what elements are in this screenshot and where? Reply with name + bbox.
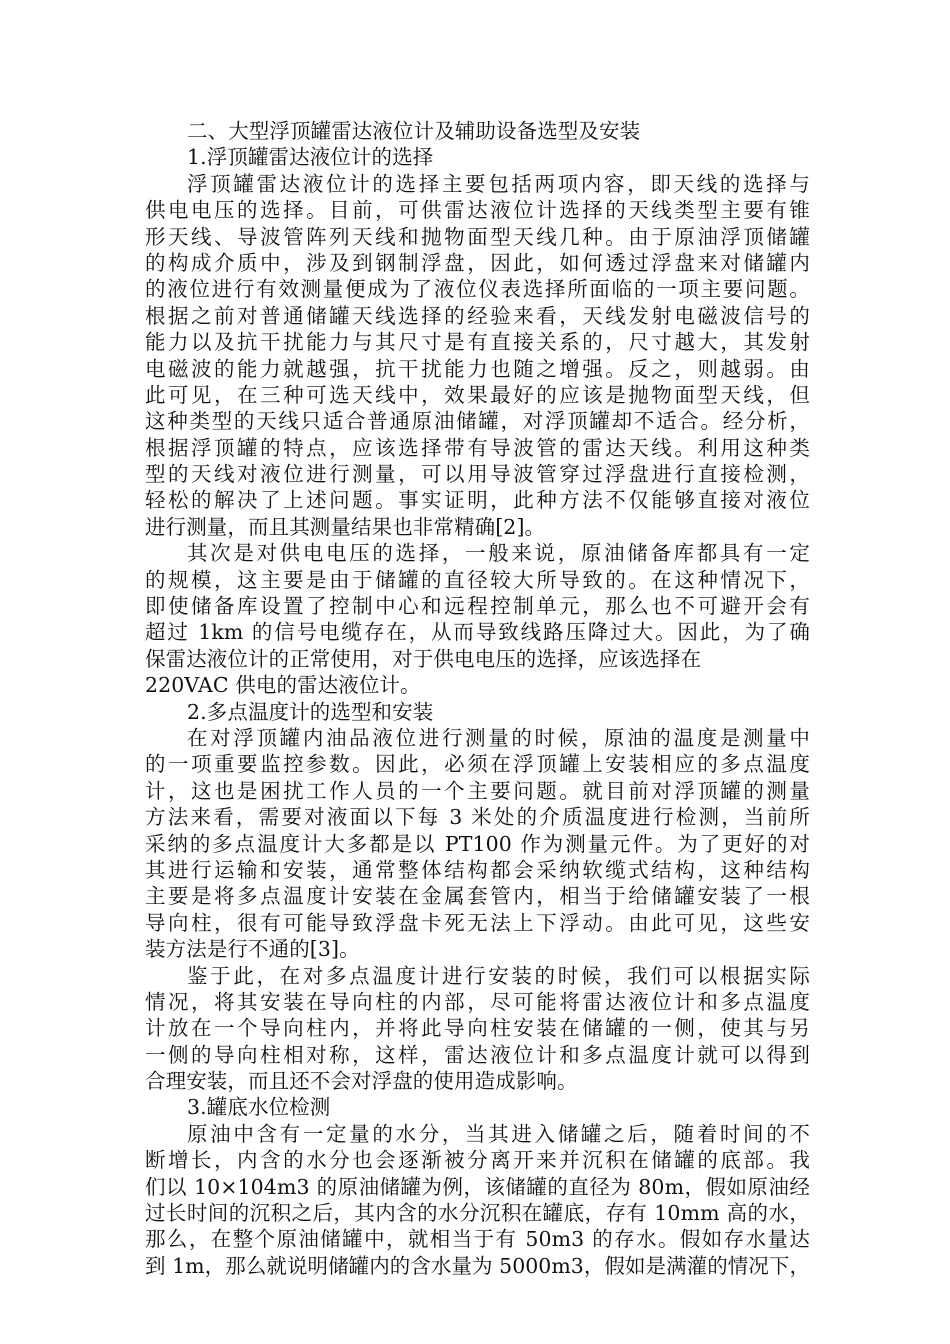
text-line: 方法来看，需要对液面以下每 3 米处的介质温度进行检测，当前所 — [145, 805, 810, 830]
text-line: 根据浮顶罐的特点，应该选择带有导波管的雷达天线。利用这种类 — [145, 435, 810, 460]
text-line: 3.罐底水位检测 — [187, 1095, 331, 1120]
text-line: 这种类型的天线只适合普通原油储罐，对浮顶罐却不适合。经分析， — [145, 409, 810, 434]
text-line: 的液位进行有效测量便成为了液位仪表选择所面临的一项主要问题。 — [145, 277, 810, 302]
text-line: 供电电压的选择。目前，可供雷达液位计选择的天线类型主要有锥 — [145, 198, 810, 223]
text-line: 浮顶罐雷达液位计的选择主要包括两项内容，即天线的选择与 — [187, 171, 810, 196]
text-line: 情况，将其安装在导向柱的内部，尽可能将雷达液位计和多点温度 — [145, 989, 810, 1014]
text-line: 原油中含有一定量的水分，当其进入储罐之后，随着时间的不 — [187, 1121, 810, 1146]
text-line: 的规模，这主要是由于储罐的直径较大所导致的。在这种情况下， — [145, 567, 810, 592]
text-line: 一侧的导向柱相对称，这样，雷达液位计和多点温度计就可以得到 — [145, 1042, 810, 1067]
text-line: 根据之前对普通储罐天线选择的经验来看，天线发射电磁波信号的 — [145, 303, 810, 328]
text-line: 那么，在整个原油储罐中，就相当于有 50m3 的存水。假如存水量达 — [145, 1227, 810, 1252]
text-line: 到 1m，那么就说明储罐内的含水量为 5000m3，假如是满灌的情况下， — [145, 1253, 810, 1278]
text-line: 计放在一个导向柱内，并将此导向柱安装在储罐的一侧，使其与另 — [145, 1016, 810, 1041]
text-line: 主要是将多点温度计安装在金属套管内，相当于给储罐安装了一根 — [145, 884, 810, 909]
text-line: 采纳的多点温度计大多都是以 PT100 作为测量元件。为了更好的对 — [145, 831, 810, 856]
text-line: 1.浮顶罐雷达液位计的选择 — [187, 145, 434, 170]
text-line: 型的天线对液位进行测量，可以用导波管穿过浮盘进行直接检测， — [145, 462, 810, 487]
text-line: 的构成介质中，涉及到钢制浮盘，因此，如何透过浮盘来对储罐内 — [145, 250, 810, 275]
text-line: 此可见，在三种可选天线中，效果最好的应该是抛物面型天线，但 — [145, 382, 810, 407]
text-line: 的一项重要监控参数。因此，必须在浮顶罐上安装相应的多点温度 — [145, 752, 810, 777]
text-line: 断增长，内含的水分也会逐渐被分离开来并沉积在储罐的底部。我 — [145, 1148, 810, 1173]
text-line: 超过 1km 的信号电缆存在，从而导致线路压降过大。因此，为了确 — [145, 620, 810, 645]
text-line: 计，这也是困扰工作人员的一个主要问题。就目前对浮顶罐的测量 — [145, 778, 810, 803]
text-line: 合理安装，而且还不会对浮盘的使用造成影响。 — [145, 1069, 578, 1094]
text-line: 其次是对供电电压的选择，一般来说，原油储备库都具有一定 — [187, 541, 810, 566]
text-line: 电磁波的能力就越强，抗干扰能力也随之增强。反之，则越弱。由 — [145, 356, 810, 381]
text-line: 形天线、导波管阵列天线和抛物面型天线几种。由于原油浮顶储罐 — [145, 224, 810, 249]
text-line: 鉴于此，在对多点温度计进行安装的时候，我们可以根据实际 — [187, 963, 810, 988]
text-line: 在对浮顶罐内油品液位进行测量的时候，原油的温度是测量中 — [187, 725, 810, 750]
text-line: 即使储备库设置了控制中心和远程控制单元，那么也不可避开会有 — [145, 594, 810, 619]
document-body — [145, 118, 810, 1279]
text-line: 过长时间的沉积之后，其内含的水分沉积在罐底，存有 10mm 高的水， — [145, 1201, 810, 1226]
text-line: 二、大型浮顶罐雷达液位计及辅助设备选型及安装 — [187, 119, 641, 143]
text-line: 220VAC 供电的雷达液位计。 — [145, 673, 421, 698]
text-line: 其进行运输和安装，通常整体结构都会采纳软缆式结构，这种结构 — [145, 857, 810, 882]
text-line: 保雷达液位计的正常使用，对于供电电压的选择，应该选择在 — [145, 646, 702, 671]
text-line: 装方法是行不通的[3]。 — [145, 937, 360, 962]
text-line: 进行测量，而且其测量结果也非常精确[2]。 — [145, 514, 546, 539]
text-line: 轻松的解决了上述问题。事实证明，此种方法不仅能够直接对液位 — [145, 488, 810, 513]
text-line: 2.多点温度计的选型和安装 — [187, 699, 434, 724]
text-line: 们以 10×104m3 的原油储罐为例，该储罐的直径为 80m，假如原油经 — [145, 1174, 810, 1199]
text-line: 能力以及抗干扰能力与其尺寸是有直接关系的，尺寸越大，其发射 — [145, 330, 810, 355]
text-line: 导向柱，很有可能导致浮盘卡死无法上下浮动。由此可见，这些安 — [145, 910, 810, 935]
